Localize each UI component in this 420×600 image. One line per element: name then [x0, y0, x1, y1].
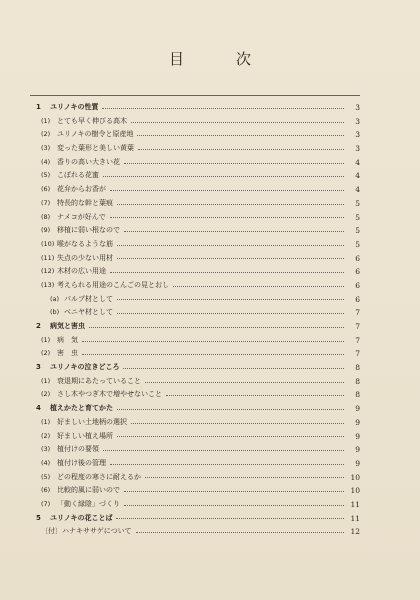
- toc-label: 比較的風に弱いので: [57, 486, 120, 495]
- toc-number: (2): [41, 390, 51, 399]
- dot-leader: [166, 394, 344, 396]
- toc-number: (5): [41, 171, 51, 180]
- toc-row-item: [30, 252, 360, 266]
- dot-leader: [145, 476, 344, 478]
- toc-number: (2): [41, 431, 51, 440]
- toc-number: (3): [41, 445, 51, 454]
- toc-number: 5: [36, 513, 41, 522]
- toc-page-number: 4: [355, 171, 360, 181]
- dot-leader: [145, 381, 344, 383]
- toc-label: 変った葉形と美しい黄葉: [57, 144, 134, 153]
- dot-leader: [117, 298, 344, 300]
- toc-page-number: 3: [355, 144, 360, 154]
- toc-label: ナメコが好んで: [57, 212, 106, 221]
- dot-leader: [82, 340, 344, 342]
- title-char-1: 目: [168, 50, 184, 68]
- dot-leader: [124, 162, 344, 164]
- toc-number: (11): [41, 253, 55, 262]
- toc-row-item: [30, 484, 360, 498]
- toc-label: 植付けの要領: [57, 445, 99, 454]
- dot-leader: [131, 422, 344, 424]
- toc-page-number: 12: [350, 527, 360, 537]
- dot-leader: [117, 312, 344, 314]
- toc-number: (6): [41, 185, 51, 194]
- toc-row-item: [30, 279, 360, 293]
- dot-leader: [117, 257, 344, 259]
- dot-leader: [124, 504, 344, 506]
- toc-row-sub: [30, 306, 360, 320]
- toc-number: (1): [41, 335, 51, 344]
- toc-page-number: 8: [355, 390, 360, 400]
- toc-label: ユリノキの花ことば: [50, 513, 113, 522]
- toc-label: 害 虫: [57, 349, 78, 358]
- toc-page-number: 10: [350, 472, 360, 482]
- toc-label: 「動く緑陰」づくり: [57, 499, 120, 508]
- toc-number: (2): [41, 349, 51, 358]
- toc-row-chapter: [30, 361, 360, 375]
- toc-label: どの程度の寒さに耐えるか: [57, 472, 141, 481]
- title-rule: [30, 95, 360, 96]
- toc-row-item: [30, 156, 360, 170]
- dot-leader: [173, 285, 344, 287]
- toc-page-number: 8: [355, 376, 360, 386]
- toc-page-number: 11: [350, 513, 360, 523]
- toc-label: ユリノキの樹令と原産地: [57, 130, 134, 139]
- toc-page-number: 9: [355, 458, 360, 468]
- toc-label: ユリノキの泣きどころ: [50, 363, 120, 372]
- toc-number: (1): [41, 417, 51, 426]
- toc-label: 好ましい土地柄の選択: [57, 417, 127, 426]
- dot-leader: [138, 148, 344, 150]
- toc-row-item: [30, 471, 360, 485]
- toc-page-number: 5: [355, 212, 360, 222]
- toc-label: 病 気: [57, 335, 78, 344]
- toc-page-number: 6: [355, 280, 360, 290]
- toc-row-note: [30, 525, 360, 539]
- toc-label: とても早く伸びる高木: [57, 116, 127, 125]
- toc-number: 4: [36, 404, 41, 413]
- toc-row-item: [30, 197, 360, 211]
- toc-number: (3): [41, 144, 51, 153]
- toc-number: (5): [41, 472, 51, 481]
- dot-leader: [124, 490, 344, 492]
- dot-leader: [117, 408, 344, 410]
- toc-row-item: [30, 128, 360, 142]
- toc-page-number: 7: [355, 322, 360, 331]
- toc-page-number: 5: [355, 198, 360, 208]
- toc-label: 木材の広い用途: [57, 267, 106, 276]
- toc-row-item: [30, 115, 360, 129]
- toc-row-item: [30, 265, 360, 279]
- toc-page-number: 11: [350, 499, 360, 509]
- toc-page-number: 7: [355, 349, 360, 359]
- toc-row-item: [30, 211, 360, 225]
- toc-row-item: [30, 224, 360, 238]
- toc-number: (6): [41, 486, 51, 495]
- toc-number: (4): [41, 458, 51, 467]
- toc-page-number: 9: [355, 417, 360, 427]
- dot-leader: [89, 326, 344, 328]
- dot-leader: [123, 367, 344, 369]
- dot-leader: [131, 121, 344, 123]
- toc-number: (7): [41, 198, 51, 207]
- page-title: [0, 48, 420, 69]
- toc-label: 失点の少ない用材: [57, 253, 113, 262]
- toc-page-number: 6: [355, 253, 360, 263]
- toc-label: 好ましい植え場所: [57, 431, 113, 440]
- toc-page-number: 3: [355, 130, 360, 140]
- toc-label: 喉がなるような筋: [57, 239, 113, 248]
- toc-label: 〔付〕ハナキササゲについて: [41, 527, 132, 536]
- dot-leader: [116, 517, 344, 519]
- toc-number: (a): [50, 294, 60, 303]
- toc-number: (10): [41, 239, 55, 248]
- toc-label: 病気と害虫: [50, 322, 85, 330]
- toc-page-number: 9: [355, 445, 360, 455]
- toc-row-sub: [30, 293, 360, 307]
- toc-number: (13): [41, 280, 55, 289]
- toc-row-item: [30, 457, 360, 471]
- toc-page-number: 3: [355, 116, 360, 126]
- toc-label: ベニヤ材として: [64, 308, 113, 317]
- toc-label: ユリノキの性質: [50, 103, 99, 111]
- toc-page-number: 4: [355, 185, 360, 195]
- toc-label: 植えかたと育てかた: [50, 404, 113, 413]
- toc-page-number: 7: [355, 308, 360, 318]
- dot-leader: [110, 463, 344, 465]
- toc-row-item: [30, 416, 360, 430]
- toc-number: (b): [50, 308, 60, 317]
- dot-leader: [117, 244, 344, 246]
- toc-number: (4): [41, 157, 51, 166]
- toc-number: (8): [41, 212, 51, 221]
- toc-row-chapter: [30, 402, 360, 416]
- toc-label: さし木やつぎ木で増やせないこと: [57, 390, 162, 399]
- dot-leader: [82, 353, 344, 355]
- toc-label: こぼれる花蜜: [57, 171, 99, 180]
- toc-label: 花弁からお香が: [57, 185, 106, 194]
- title-char-2: 次: [236, 50, 252, 68]
- toc-row-item: [30, 142, 360, 156]
- table-of-contents: [30, 101, 360, 539]
- dot-leader: [110, 189, 344, 191]
- dot-leader: [110, 271, 344, 273]
- toc-number: 1: [36, 103, 41, 111]
- toc-label: 香りの高い大きい花: [57, 157, 120, 166]
- dot-leader: [103, 449, 344, 451]
- toc-number: (1): [41, 116, 51, 125]
- toc-row-item: [30, 388, 360, 402]
- toc-row-chapter: [30, 320, 360, 334]
- toc-number: (9): [41, 226, 51, 235]
- toc-page-number: 3: [355, 103, 360, 112]
- toc-row-item: [30, 169, 360, 183]
- dot-leader: [136, 531, 344, 533]
- toc-label: パルプ材として: [64, 294, 113, 303]
- dot-leader: [117, 435, 344, 437]
- toc-row-item: [30, 498, 360, 512]
- toc-number: (7): [41, 499, 51, 508]
- toc-row-item: [30, 375, 360, 389]
- toc-row-item: [30, 430, 360, 444]
- toc-row-item: [30, 238, 360, 252]
- toc-number: 3: [36, 363, 41, 372]
- toc-label: 移植に弱い根なので: [57, 226, 120, 235]
- toc-page-number: 6: [355, 267, 360, 277]
- toc-label: 考えられる用途のこんごの見とおし: [57, 280, 169, 289]
- toc-number: (1): [41, 376, 51, 385]
- toc-page-number: 8: [355, 363, 360, 373]
- toc-page-number: 6: [355, 294, 360, 304]
- toc-row-chapter: [30, 512, 360, 526]
- toc-page-number: 5: [355, 226, 360, 236]
- toc-number: (2): [41, 130, 51, 139]
- toc-row-chapter: [30, 101, 360, 115]
- toc-row-item: [30, 183, 360, 197]
- toc-page-number: 9: [355, 404, 360, 414]
- dot-leader: [117, 203, 344, 205]
- toc-number: 2: [36, 322, 41, 330]
- toc-page-number: 10: [350, 486, 360, 496]
- toc-page-number: 4: [355, 157, 360, 167]
- toc-row-item: [30, 443, 360, 457]
- toc-page-number: 5: [355, 239, 360, 249]
- toc-label: 植付け後の管理: [57, 458, 106, 467]
- toc-page-number: 7: [355, 335, 360, 345]
- toc-page-number: 9: [355, 431, 360, 441]
- dot-leader: [137, 134, 344, 136]
- toc-number: (12): [41, 267, 55, 276]
- dot-leader: [103, 175, 344, 177]
- toc-label: 衰退期にあたっていること: [57, 376, 141, 385]
- toc-label: 特長的な幹と葉痕: [57, 198, 113, 207]
- toc-row-item: [30, 334, 360, 348]
- dot-leader: [102, 107, 344, 109]
- dot-leader: [124, 230, 344, 232]
- dot-leader: [110, 216, 344, 218]
- toc-row-item: [30, 347, 360, 361]
